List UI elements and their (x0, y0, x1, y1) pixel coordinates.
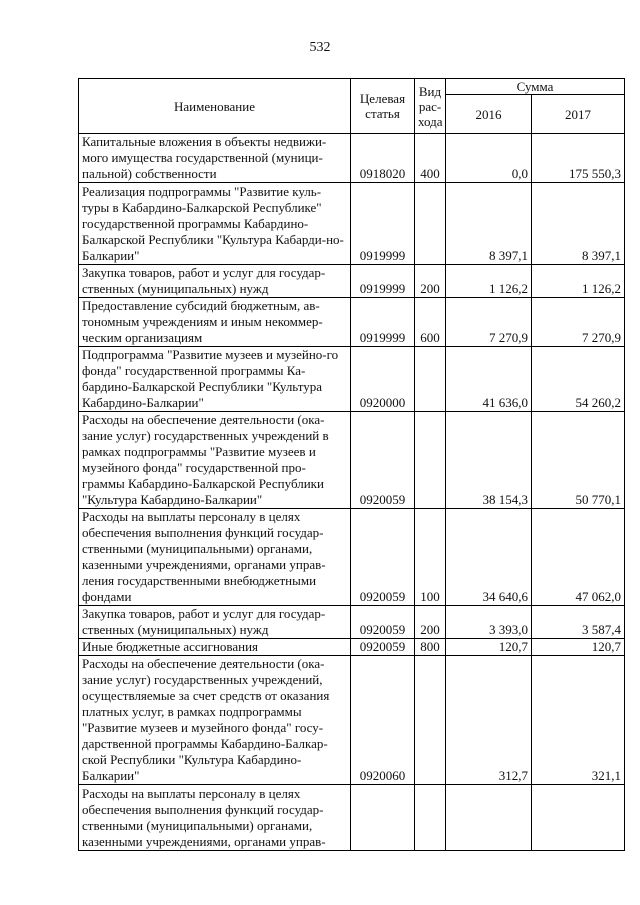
row-value-2016: 41 636,0 (446, 347, 532, 412)
row-type (415, 656, 446, 785)
row-name: Капитальные вложения в объекты недвижи-мого имущества государственной (муници-пальной) собственности (79, 134, 351, 183)
row-value-2016 (446, 785, 532, 851)
row-value-2016: 8 397,1 (446, 183, 532, 265)
row-target: 0919999 (351, 183, 415, 265)
table-row (79, 412, 625, 509)
row-name: Расходы на выплаты персоналу в целях обеспечения выполнения функций государ-ственными (муниципальными) органами, казенными учреждениями, органами управ-ления государственными внебюджетными фондами (79, 509, 351, 606)
row-type (415, 183, 446, 265)
row-type (415, 412, 446, 509)
row-name: Расходы на обеспечение деятельности (ока-зание услуг) государственных учреждений в рамках подпрограммы "Развитие музеев и музейного фонда" государственной про-граммы Кабардино-Балкарской Республики "Культура Кабардино-Балкарии" (79, 412, 351, 509)
row-type: 400 (415, 134, 446, 183)
row-value-2016: 0,0 (446, 134, 532, 183)
row-value-2016: 1 126,2 (446, 265, 532, 298)
row-type: 200 (415, 265, 446, 298)
row-name: Иные бюджетные ассигнования (79, 639, 351, 656)
row-target: 0920059 (351, 509, 415, 606)
table-row (79, 785, 625, 851)
table-row (79, 509, 625, 606)
row-target (351, 785, 415, 851)
row-value-2016: 120,7 (446, 639, 532, 656)
row-name: Закупка товаров, работ и услуг для государ-ственных (муниципальных) нужд (79, 606, 351, 639)
table-row (79, 606, 625, 639)
row-target: 0920059 (351, 639, 415, 656)
row-type: 200 (415, 606, 446, 639)
header-year-2016: 2016 (446, 95, 532, 134)
table-row (79, 134, 625, 183)
row-value-2017: 50 770,1 (532, 412, 625, 509)
row-type (415, 347, 446, 412)
table-body (79, 134, 625, 851)
table-row (79, 298, 625, 347)
row-value-2017: 175 550,3 (532, 134, 625, 183)
row-value-2016: 7 270,9 (446, 298, 532, 347)
row-value-2016: 3 393,0 (446, 606, 532, 639)
header-name: Наименование (79, 79, 351, 134)
row-type: 800 (415, 639, 446, 656)
row-value-2016: 38 154,3 (446, 412, 532, 509)
row-value-2017: 7 270,9 (532, 298, 625, 347)
row-type: 100 (415, 509, 446, 606)
row-target: 0920059 (351, 606, 415, 639)
row-value-2017: 8 397,1 (532, 183, 625, 265)
table-row (79, 347, 625, 412)
table-row (79, 183, 625, 265)
row-target: 0919999 (351, 265, 415, 298)
row-target: 0920000 (351, 347, 415, 412)
row-name: Предоставление субсидий бюджетным, ав-тономным учреждениям и иным некоммер-ческим организациям (79, 298, 351, 347)
header-year-2017: 2017 (532, 95, 625, 134)
page-number: 532 (309, 40, 331, 55)
header-sum: Сумма (446, 79, 625, 95)
row-type (415, 785, 446, 851)
table-row (79, 265, 625, 298)
row-value-2017: 54 260,2 (532, 347, 625, 412)
row-name: Закупка товаров, работ и услуг для государ-ственных (муниципальных) нужд (79, 265, 351, 298)
row-target: 0918020 (351, 134, 415, 183)
row-value-2016: 34 640,6 (446, 509, 532, 606)
row-value-2017 (532, 785, 625, 851)
row-target: 0920059 (351, 412, 415, 509)
row-name: Реализация подпрограммы "Развитие куль-туры в Кабардино-Балкарской Республике" государственной программы Кабардино-Балкарской Республики "Культура Кабарди-но-Балкарии" (79, 183, 351, 265)
row-value-2017: 321,1 (532, 656, 625, 785)
row-type: 600 (415, 298, 446, 347)
table-header (79, 79, 625, 134)
row-name: Подпрограмма "Развитие музеев и музейно-го фонда" государственной программы Ка-бардино-Балкарской Республики "Культура Кабардино-Балкарии" (79, 347, 351, 412)
header-type: Вид рас-хода (415, 79, 446, 134)
table-row (79, 639, 625, 656)
table-row (79, 656, 625, 785)
header-target: Целевая статья (351, 79, 415, 134)
row-value-2017: 120,7 (532, 639, 625, 656)
budget-table (78, 78, 625, 851)
row-value-2017: 1 126,2 (532, 265, 625, 298)
row-target: 0920060 (351, 656, 415, 785)
row-name: Расходы на выплаты персоналу в целях обеспечения выполнения функций государ-ственными (муниципальными) органами, казенными учреждениями, органами управ- (79, 785, 351, 851)
row-value-2016: 312,7 (446, 656, 532, 785)
row-name: Расходы на обеспечение деятельности (ока-зание услуг) государственных учреждений, осуществляемые за счет средств от оказания платных услуг, в рамках подпрограммы "Развитие музеев и музейного фонда" госу-дарственной программы Кабардино-Балкар-ской Республики "Культура Кабардино-Балкарии" (79, 656, 351, 785)
row-value-2017: 47 062,0 (532, 509, 625, 606)
row-target: 0919999 (351, 298, 415, 347)
row-value-2017: 3 587,4 (532, 606, 625, 639)
